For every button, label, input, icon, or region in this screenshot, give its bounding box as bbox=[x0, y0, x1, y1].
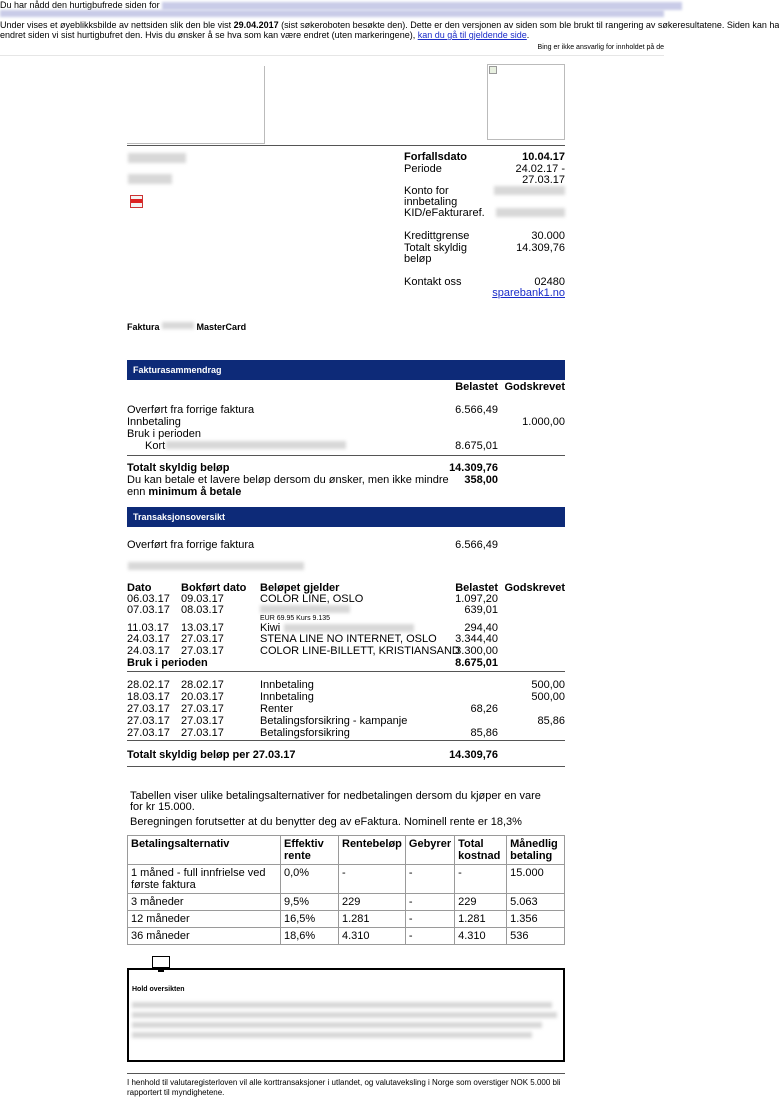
account-label-2: innbetaling bbox=[404, 196, 458, 208]
col-credited: Godskrevet bbox=[504, 381, 565, 393]
summary-min-text: Du kan betale et lavere beløp dersom du ønsker, men ikke mindre bbox=[127, 474, 449, 486]
header-divider bbox=[127, 145, 565, 146]
tx-col-charged: Belastet bbox=[455, 582, 498, 594]
cache-banner bbox=[0, 0, 779, 56]
tx-col-date: Dato bbox=[127, 582, 152, 594]
tx-credited: 85,86 bbox=[537, 715, 565, 727]
alt-cell: 18,6% bbox=[281, 928, 339, 945]
alt-cell: 16,5% bbox=[281, 911, 339, 928]
summary-usage-label: Bruk i perioden bbox=[127, 428, 201, 440]
alt-cell: 0,0% bbox=[281, 865, 339, 894]
footer-text-2: rapportert til myndighetene. bbox=[127, 1088, 225, 1097]
account-label: Konto for bbox=[404, 185, 449, 197]
table-row bbox=[127, 715, 565, 727]
table-row bbox=[127, 679, 565, 691]
alt-intro-2: for kr 15.000. bbox=[130, 801, 195, 813]
alt-header-row bbox=[128, 836, 565, 865]
alt-cell: 1.281 bbox=[455, 911, 507, 928]
alt-cell: 3 måneder bbox=[128, 894, 281, 911]
tx-description: Innbetaling bbox=[260, 691, 314, 703]
tx-date: 18.03.17 bbox=[127, 691, 170, 703]
summary-divider bbox=[127, 455, 565, 456]
period-value-start: 24.02.17 - bbox=[515, 163, 565, 175]
tx-charged: 639,01 bbox=[464, 604, 498, 616]
tx-date: 24.03.17 bbox=[127, 645, 170, 657]
redacted-note-text-3 bbox=[132, 1022, 542, 1028]
image-placeholder bbox=[487, 64, 565, 140]
tx-description: COLOR LINE-BILLETT, KRISTIANSAND bbox=[260, 645, 460, 657]
redacted-note-text bbox=[132, 1002, 552, 1008]
alt-cell: 1.356 bbox=[507, 911, 565, 928]
alt-h-monthly: Månedlig betaling bbox=[507, 836, 565, 865]
cache-description-line-2: endret siden vi sist hurtigbufret den. Hvis du ønsker å se hva som kan være endret (uten markeringene), kan du gå til gjeldende side. bbox=[0, 30, 530, 40]
redacted-merchant-2 bbox=[284, 624, 414, 632]
payment-alternatives-table bbox=[127, 835, 565, 945]
tx-date: 24.03.17 bbox=[127, 633, 170, 645]
alt-h-total: Total kostnad bbox=[455, 836, 507, 865]
credit-limit-label: Kredittgrense bbox=[404, 230, 470, 242]
tx-booked-date: 20.03.17 bbox=[181, 691, 224, 703]
tx-date: 27.03.17 bbox=[127, 727, 170, 739]
tx-description: COLOR LINE, OSLO bbox=[260, 593, 364, 605]
tx-total-value: 14.309,76 bbox=[449, 749, 498, 761]
alt-intro: Tabellen viser ulike betalingsalternativer for nedbetalingen dersom du kjøper en vare bbox=[130, 790, 541, 802]
redacted-url-line[interactable] bbox=[0, 10, 664, 20]
table-row bbox=[127, 645, 565, 657]
redacted-note-text-4 bbox=[132, 1032, 532, 1038]
tx-description: Renter bbox=[260, 703, 294, 715]
tx-description: STENA LINE NO INTERNET, OSLO bbox=[260, 633, 437, 645]
contact-label: Kontakt oss bbox=[404, 276, 462, 288]
tx-charged: 1.097,20 bbox=[455, 593, 498, 605]
disclaimer-text: Bing er ikke ansvarlig for innholdet på de bbox=[537, 44, 664, 51]
alt-cell: - bbox=[405, 928, 454, 945]
tx-booked-date: 27.03.17 bbox=[181, 715, 224, 727]
kid-label: KID/eFakturaref. bbox=[404, 207, 485, 219]
tx-booked-date: 08.03.17 bbox=[181, 604, 224, 616]
total-due-label-2: beløp bbox=[404, 253, 432, 265]
due-date-value: 10.04.17 bbox=[522, 151, 565, 163]
tx-col-credited: Godskrevet bbox=[504, 582, 565, 594]
due-date-label: Forfallsdato bbox=[404, 151, 467, 163]
redacted-card-line bbox=[128, 562, 304, 570]
alt-cell: 5.063 bbox=[507, 894, 565, 911]
tx-description: Betalingsforsikring - kampanje bbox=[260, 715, 408, 727]
alt-h-fees: Gebyrer bbox=[405, 836, 454, 865]
cache-notice-line: Du har nådd den hurtigbufrede siden for bbox=[0, 0, 682, 10]
tx-col-booked: Bokført dato bbox=[181, 582, 247, 594]
alt-intro-3: Beregningen forutsetter at du benytter deg av eFaktura. Nominell rente er 18,3% bbox=[130, 816, 522, 828]
table-row bbox=[127, 691, 565, 703]
alt-cell: - bbox=[405, 911, 454, 928]
redacted-note-text-2 bbox=[132, 1012, 557, 1018]
tx-date: 27.03.17 bbox=[127, 703, 170, 715]
tx-description: Kiwi bbox=[260, 622, 281, 634]
contact-phone: 02480 bbox=[534, 276, 565, 288]
tx-booked-date: 27.03.17 bbox=[181, 727, 224, 739]
tx-charged: 3.300,00 bbox=[455, 645, 498, 657]
summary-prev-value: 6.566,49 bbox=[455, 404, 498, 416]
tx-charged: 68,26 bbox=[470, 703, 498, 715]
summary-card-value: 8.675,01 bbox=[455, 440, 498, 452]
redacted-merchant bbox=[260, 605, 350, 613]
alt-cell: 9,5% bbox=[281, 894, 339, 911]
tx-description: Betalingsforsikring bbox=[260, 727, 350, 739]
logo-box bbox=[127, 66, 265, 144]
summary-payment-label: Innbetaling bbox=[127, 416, 181, 428]
alt-cell: 536 bbox=[507, 928, 565, 945]
table-row bbox=[128, 911, 565, 928]
tx-total-divider bbox=[127, 740, 565, 741]
total-due-value: 14.309,76 bbox=[516, 242, 565, 254]
tx-usage-value: 8.675,01 bbox=[455, 657, 498, 669]
summary-min-text-2: enn minimum å betale bbox=[127, 486, 242, 498]
alt-cell: - bbox=[455, 865, 507, 894]
tx-booked-date: 28.02.17 bbox=[181, 679, 224, 691]
tx-credited: 500,00 bbox=[531, 679, 565, 691]
cache-description-line: Under vises et øyeblikksbilde av nettsiden slik den ble vist 29.04.2017 (sist søkeroboten besøkte den). Dette er den versjonen av siden som ble brukt til rangering av søkeresultatene. Siden kan ha bbox=[0, 20, 779, 30]
alt-cell: 1 måned - full innfrielse ved første faktura bbox=[128, 865, 281, 894]
period-label: Periode bbox=[404, 163, 442, 175]
tx-date: 11.03.17 bbox=[127, 622, 170, 634]
redacted-card bbox=[166, 441, 346, 449]
alt-cell: - bbox=[339, 865, 406, 894]
tx-charged: 294,40 bbox=[464, 622, 498, 634]
summary-payment-value: 1.000,00 bbox=[522, 416, 565, 428]
tx-booked-date: 09.03.17 bbox=[181, 593, 224, 605]
redacted-account-number bbox=[494, 186, 565, 195]
tx-date: 07.03.17 bbox=[127, 604, 170, 616]
alt-cell: 36 måneder bbox=[128, 928, 281, 945]
alt-h-interest: Rentebeløp bbox=[339, 836, 406, 865]
redacted-url[interactable] bbox=[162, 2, 682, 10]
redacted-address bbox=[128, 174, 172, 184]
col-charged: Belastet bbox=[455, 381, 498, 393]
table-row bbox=[127, 633, 565, 645]
summary-min-value: 358,00 bbox=[464, 474, 498, 486]
table-row bbox=[128, 865, 565, 894]
alt-h-option: Betalingsalternativ bbox=[128, 836, 281, 865]
redacted-name bbox=[128, 153, 186, 163]
tx-charged: 85,86 bbox=[470, 727, 498, 739]
contact-link[interactable]: sparebank1.no bbox=[492, 287, 565, 299]
current-page-link[interactable]: kan du gå til gjeldende side bbox=[417, 30, 527, 40]
tx-bottom-divider bbox=[127, 766, 565, 767]
tx-description: Innbetaling bbox=[260, 679, 314, 691]
credit-limit-value: 30.000 bbox=[531, 230, 565, 242]
alt-cell: 4.310 bbox=[339, 928, 406, 945]
redacted-kid bbox=[496, 208, 565, 217]
alt-cell: - bbox=[405, 865, 454, 894]
alt-cell: 229 bbox=[339, 894, 406, 911]
alt-cell: 15.000 bbox=[507, 865, 565, 894]
summary-total-value: 14.309,76 bbox=[449, 462, 498, 474]
table-row bbox=[128, 894, 565, 911]
tx-date: 28.02.17 bbox=[127, 679, 170, 691]
total-due-label: Totalt skyldig bbox=[404, 242, 467, 254]
tx-usage-label: Bruk i perioden bbox=[127, 657, 208, 669]
tx-prev-value: 6.566,49 bbox=[455, 539, 498, 551]
tx-booked-date: 27.03.17 bbox=[181, 645, 224, 657]
tx-col-desc: Beløpet gjelder bbox=[260, 582, 340, 594]
alt-cell: 4.310 bbox=[455, 928, 507, 945]
alt-h-rate: Effektiv rente bbox=[281, 836, 339, 865]
note-title: Hold oversikten bbox=[132, 986, 185, 993]
pdf-icon[interactable] bbox=[130, 195, 143, 208]
tx-prev-label: Overført fra forrige faktura bbox=[127, 539, 255, 551]
tx-booked-date: 27.03.17 bbox=[181, 633, 224, 645]
summary-header: Fakturasammendrag bbox=[127, 360, 565, 380]
alt-cell: 1.281 bbox=[339, 911, 406, 928]
alt-cell: 229 bbox=[455, 894, 507, 911]
alt-cell: - bbox=[405, 894, 454, 911]
tx-usage-divider bbox=[127, 671, 565, 672]
transactions-header: Transaksjonsoversikt bbox=[127, 507, 565, 527]
summary-prev-label: Overført fra forrige faktura bbox=[127, 404, 255, 416]
invoice-title: Faktura MasterCard bbox=[127, 322, 247, 332]
hold-oversikten-box bbox=[127, 968, 565, 1062]
table-row bbox=[128, 928, 565, 945]
footer-text: I henhold til valutaregisterloven vil alle korttransaksjoner i utlandet, og valutaveksling i Norge som overstiger NOK 5.000 bli bbox=[127, 1078, 561, 1087]
table-row bbox=[127, 727, 565, 739]
period-value-end: 27.03.17 bbox=[522, 174, 565, 186]
tx-charged: 3.344,40 bbox=[455, 633, 498, 645]
fx-note: EUR 69.95 Kurs 9.135 bbox=[260, 615, 331, 622]
footer-divider bbox=[127, 1073, 565, 1074]
tx-date: 27.03.17 bbox=[127, 715, 170, 727]
alt-cell: 12 måneder bbox=[128, 911, 281, 928]
table-row bbox=[127, 703, 565, 715]
tx-booked-date: 27.03.17 bbox=[181, 703, 224, 715]
tx-date: 06.03.17 bbox=[127, 593, 170, 605]
monitor-icon bbox=[152, 956, 170, 968]
summary-card-label: Kort bbox=[145, 440, 166, 452]
summary-total-label: Totalt skyldig beløp bbox=[127, 462, 230, 474]
tx-booked-date: 13.03.17 bbox=[181, 622, 224, 634]
tx-total-label: Totalt skyldig beløp per 27.03.17 bbox=[127, 749, 296, 761]
tx-credited: 500,00 bbox=[531, 691, 565, 703]
